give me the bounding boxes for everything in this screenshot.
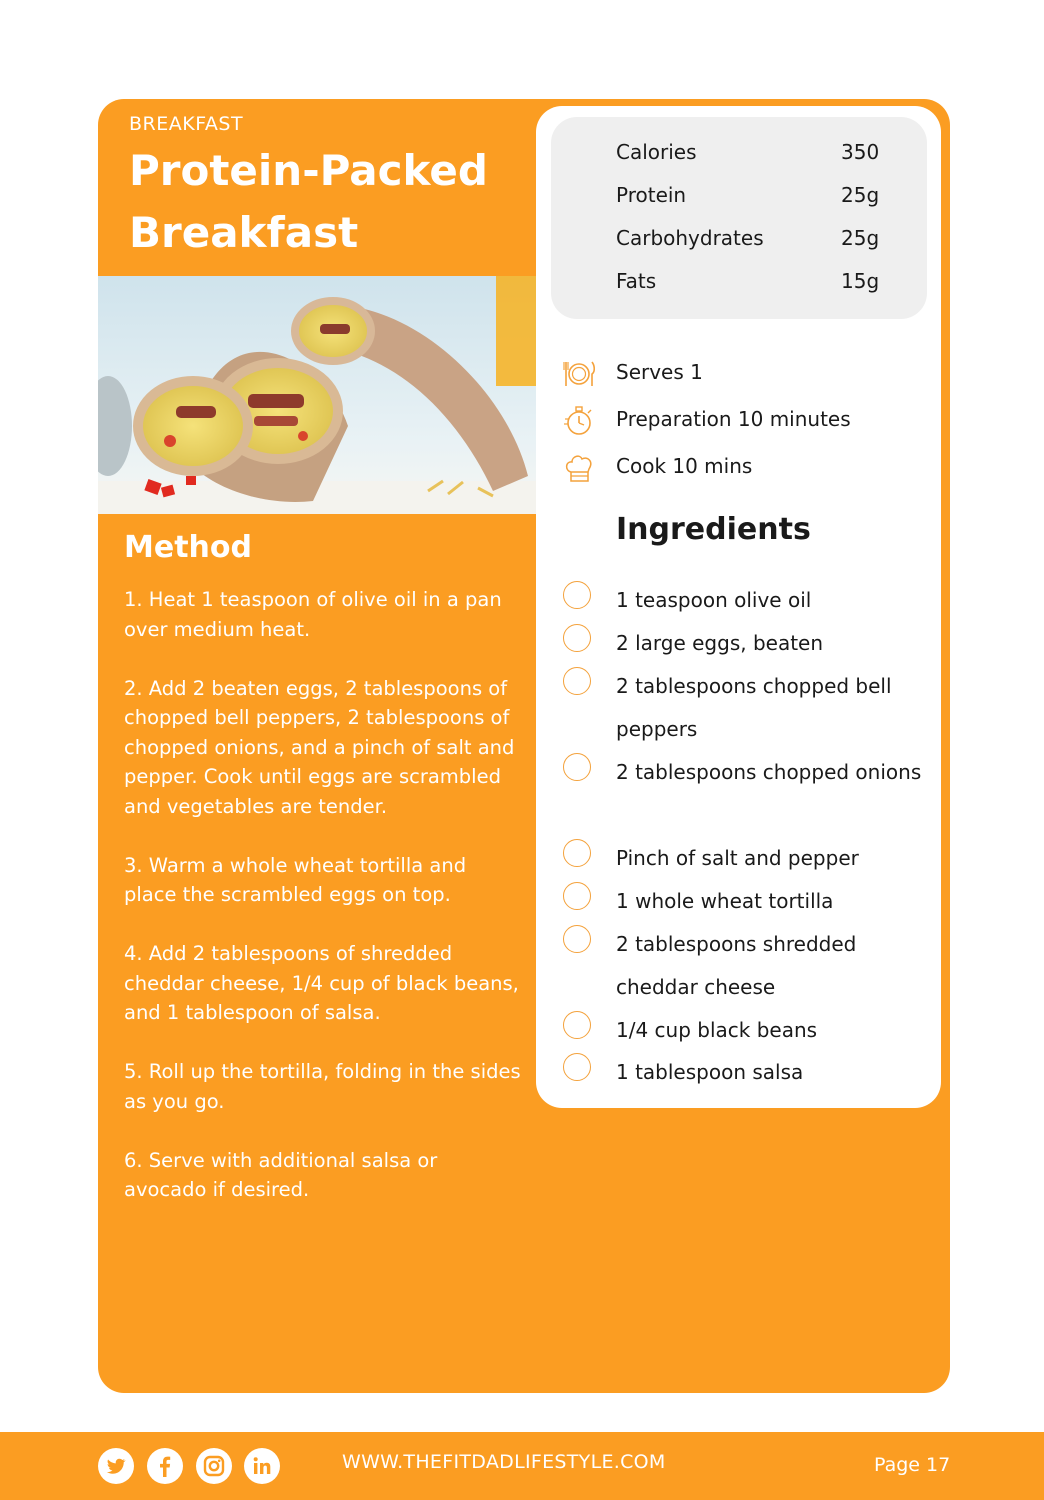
ingredients-heading: Ingredients — [616, 512, 811, 547]
checkbox-circle-icon[interactable] — [563, 1011, 591, 1039]
method-step: 4. Add 2 tablespoons of shredded cheddar cheese, 1/4 cup of black beans, and 1 tablespoon of salsa. — [124, 942, 519, 1024]
ingredient-text: 2 large eggs, beaten — [616, 631, 824, 655]
method-step: 5. Roll up the tortilla, folding in the sides as you go. — [124, 1060, 521, 1113]
ingredient-text: 2 tablespoons chopped onions — [616, 760, 922, 784]
facebook-icon — [147, 1448, 183, 1484]
linkedin-icon — [244, 1448, 280, 1484]
checkbox-circle-icon[interactable] — [563, 581, 591, 609]
page-number: Page 17 — [874, 1454, 951, 1476]
nutrition-row-protein — [616, 183, 916, 226]
method-step: 2. Add 2 beaten eggs, 2 tablespoons of chopped bell peppers, 2 tablespoons of chopped onions, and a pinch of salt and pepper. Cook until eggs are scrambled and vegetables are tender. — [124, 676, 515, 818]
ingredient-text: 1/4 cup black beans — [616, 1018, 818, 1042]
ingredient-text: 2 tablespoons shredded cheddar cheese — [616, 932, 857, 999]
nutrition-row-calories — [616, 140, 916, 183]
recipe-category: BREAKFAST — [129, 113, 244, 135]
ingredient-text: 1 tablespoon salsa — [616, 1060, 804, 1084]
ingredient-text: 2 tablespoons chopped bell peppers — [616, 674, 892, 741]
checkbox-circle-icon[interactable] — [563, 882, 591, 910]
instagram-icon — [196, 1448, 232, 1484]
checkbox-circle-icon[interactable] — [563, 1053, 591, 1081]
method-step: 6. Serve with additional salsa or avocado if desired. — [124, 1148, 438, 1201]
nutrition-label: Protein — [616, 183, 687, 207]
nutrition-label: Fats — [616, 269, 657, 293]
twitter-link[interactable] — [98, 1448, 134, 1484]
stopwatch-icon — [563, 405, 595, 437]
method-step: 3. Warm a whole wheat tortilla and place the scrambled eggs on top. — [124, 853, 467, 906]
prep-text: Preparation 10 minutes — [616, 407, 851, 431]
ingredient-text: 1 whole wheat tortilla — [616, 889, 834, 913]
website-link[interactable]: WWW.THEFITDADLIFESTYLE.COM — [342, 1451, 666, 1473]
checkbox-circle-icon[interactable] — [563, 839, 591, 867]
nutrition-value: 25g — [841, 226, 880, 250]
cook-text: Cook 10 mins — [616, 454, 753, 478]
ingredient-text: 1 teaspoon olive oil — [616, 588, 812, 612]
linkedin-link[interactable] — [244, 1448, 280, 1484]
nutrition-label: Carbohydrates — [616, 226, 764, 250]
serves-text: Serves 1 — [616, 360, 703, 384]
nutrition-row-carbohydrates — [616, 226, 916, 269]
method-heading: Method — [124, 530, 252, 565]
plate-cutlery-icon — [563, 358, 595, 390]
nutrition-value: 350 — [841, 140, 880, 164]
breakfast-burrito-photo-icon — [98, 276, 536, 514]
burrito-photo — [98, 276, 536, 514]
instagram-link[interactable] — [196, 1448, 232, 1484]
checkbox-circle-icon[interactable] — [563, 925, 591, 953]
checkbox-circle-icon[interactable] — [563, 753, 591, 781]
twitter-icon — [98, 1448, 134, 1484]
recipe-title-line2: Breakfast — [129, 208, 359, 257]
method-steps — [124, 585, 524, 1234]
nutrition-value: 15g — [841, 269, 880, 293]
checkbox-circle-icon[interactable] — [563, 624, 591, 652]
nutrition-value: 25g — [841, 183, 880, 207]
checkbox-circle-icon[interactable] — [563, 667, 591, 695]
recipe-title-line1: Protein-Packed — [129, 146, 488, 195]
nutrition-label: Calories — [616, 140, 697, 164]
ingredient-text: Pinch of salt and pepper — [616, 846, 859, 870]
nutrition-row-fats — [616, 269, 916, 312]
chef-hat-icon — [563, 452, 595, 484]
facebook-link[interactable] — [147, 1448, 183, 1484]
method-step: 1. Heat 1 teaspoon of olive oil in a pan over medium heat. — [124, 588, 502, 641]
